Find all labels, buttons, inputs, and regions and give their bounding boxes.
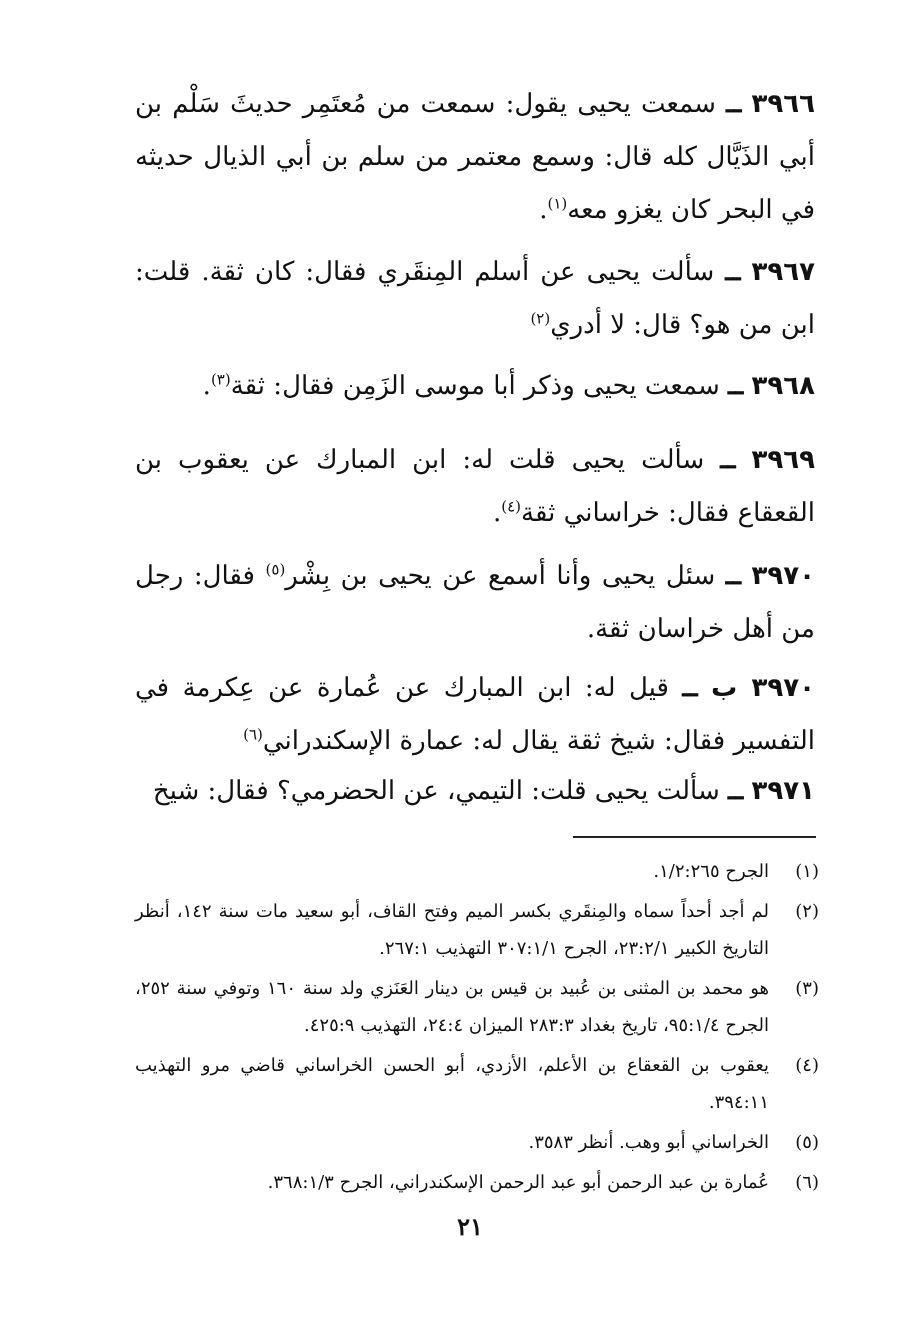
footnote-5 [135, 1124, 819, 1161]
entry-number: ٣٩٦٨ [751, 371, 815, 401]
footnotes [135, 853, 819, 1204]
entry-end: . [202, 371, 211, 401]
entry-text: سألت يحيى عن أسلم المِنقَري فقال: كان ثقة. قلت: ابن من هو؟ قال: لا أدري [135, 257, 815, 340]
entry-number: ٣٩٦٦ [751, 89, 815, 119]
entry-text: سئل يحيى وأنا أسمع عن يحيى بن بِشْر [285, 561, 716, 591]
entry-dash: ــ [726, 89, 742, 119]
footnote-text: الخراساني أبو وهب. أنظر ٣٥٨٣. [528, 1132, 769, 1153]
entry-dash: ــ [720, 445, 736, 475]
entry-dash: ــ [728, 776, 744, 806]
page-number: ٢١ [457, 1212, 483, 1241]
footnote-marker: (٣) [795, 978, 819, 999]
entry-number: ٣٩٧١ [751, 776, 815, 806]
entry-3970 [135, 550, 815, 656]
entry-3966 [135, 78, 815, 237]
entry-number: ٣٩٦٧ [751, 257, 816, 287]
entry-text: سألت يحيى قلت: التيمي، عن الحضرمي؟ فقال: شيخ [152, 776, 720, 806]
entry-number: ٣٩٧٠ ب [711, 673, 815, 703]
footnote-6 [135, 1164, 819, 1201]
entry-end: . [539, 195, 548, 225]
entry-text: سمعت يحيى يقول: سمعت من مُعتَمِر حديثَ سَلْم بن أبي الذَيَّال كله قال: وسمع معتمر من سلم بن أبي الذيال حديثه في البحر كان يغزو معه [135, 89, 815, 225]
footnote-ref: (٦) [243, 725, 263, 744]
footnote-text: لم أجد أحداً سماه والمِنقَري بكسر الميم وفتح القاف، أبو سعيد مات سنة ١٤٢، أنظر التاريخ الكبير ٢٣:٢/١، الجرح ٣٠٧:١/١ التهذيب ٢٦٧:١. [135, 901, 769, 959]
entry-dash: ــ [725, 257, 741, 287]
footnote-text: يعقوب بن القعقاع بن الأعلم، الأزدي، أبو الحسن الخراساني قاضي مرو التهذيب ٣٩٤:١١. [135, 1055, 769, 1113]
footnote-marker: (٥) [795, 1132, 819, 1153]
footnote-marker: (٦) [795, 1172, 819, 1193]
footnote-text: الجرح ١/٢:٢٦٥. [653, 861, 769, 882]
footnote-marker: (٢) [795, 901, 819, 922]
entry-3970b [135, 662, 815, 768]
footnote-ref: (٢) [530, 309, 551, 328]
entry-dash: ــ [725, 561, 742, 591]
entry-3967 [135, 246, 815, 352]
entry-dash: ــ [728, 371, 744, 401]
entry-text: سألت يحيى قلت له: ابن المبارك عن يعقوب بن القعقاع فقال: خراساني ثقة [135, 445, 815, 528]
entry-dash: ــ [682, 673, 698, 703]
footnote-marker: (٤) [795, 1055, 819, 1076]
footnote-text: عُمارة بن عبد الرحمن أبو عبد الرحمن الإسكندراني، الجرح ٣٦٨:١/٣. [267, 1172, 769, 1193]
entry-end: فقال: رجل من أهل خراسان ثقة. [135, 561, 815, 644]
footnote-ref: (١) [547, 194, 568, 213]
footnote-4 [135, 1047, 819, 1121]
footnote-2 [135, 893, 819, 967]
footnote-ref: (٥) [265, 560, 286, 579]
footnote-marker: (١) [795, 861, 819, 882]
entry-3968 [135, 360, 815, 413]
entry-end: . [492, 498, 502, 528]
footnote-ref: (٤) [501, 497, 522, 516]
footnote-1 [135, 853, 819, 890]
entry-number: ٣٩٧٠ [751, 561, 816, 591]
footnote-text: هو محمد بن المثنى بن عُبيد بن قيس بن دينار العَنَزي ولد سنة ١٦٠ وتوفي سنة ٢٥٢، الجرح ٩٥:١/٤، تاريخ بغداد ٢٨٣:٣ الميزان ٢٤:٤، التهذيب ٤٢٥:٩. [135, 978, 769, 1036]
entry-number: ٣٩٦٩ [751, 445, 816, 475]
entry-text: قيل له: ابن المبارك عن عُمارة عن عِكرمة في التفسير فقال: شيخ ثقة يقال له: عمارة الإسكندراني [135, 673, 815, 756]
entry-3969 [135, 434, 815, 540]
footnote-divider [573, 836, 816, 838]
footnote-3 [135, 970, 819, 1044]
entry-text: سمعت يحيى وذكر أبا موسى الزَمِن فقال: ثقة [230, 371, 720, 401]
footnote-ref: (٣) [210, 370, 231, 389]
entry-3971 [135, 765, 815, 818]
